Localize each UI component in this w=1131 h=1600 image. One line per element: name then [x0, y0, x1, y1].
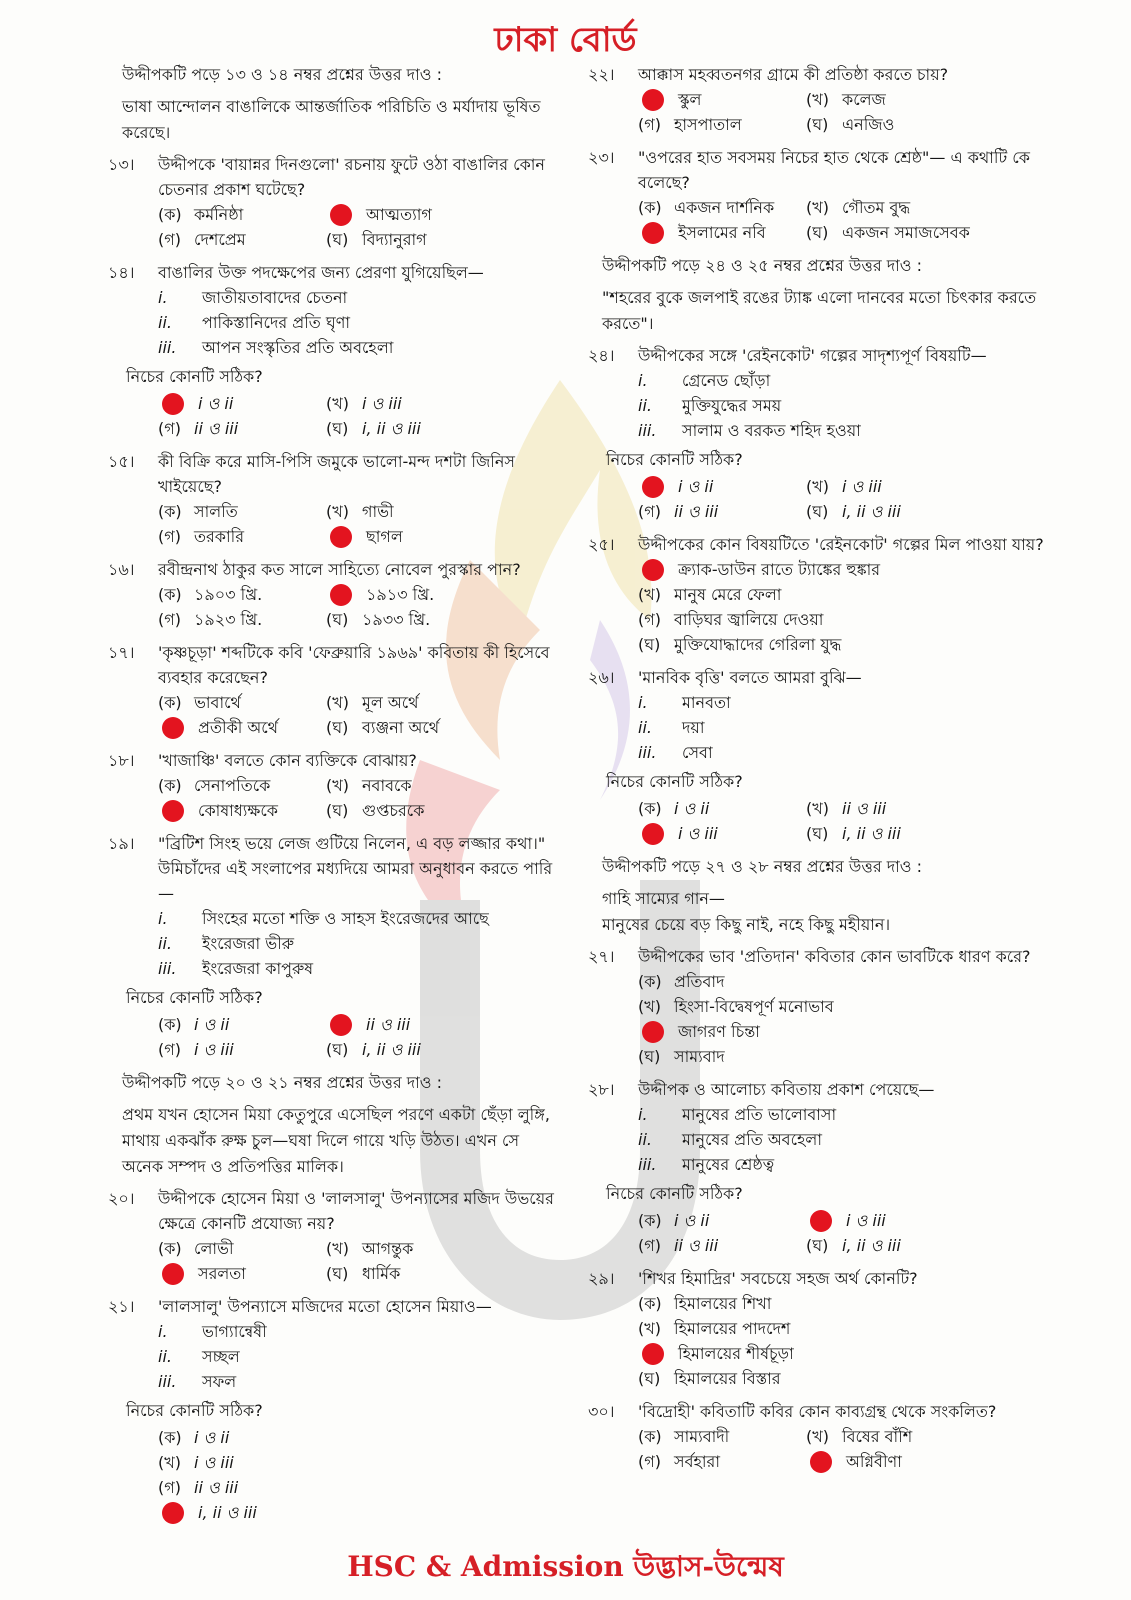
options-13: [158, 202, 558, 252]
answer-mark-icon: [642, 222, 664, 244]
option-correct[interactable]: জাগরণ চিন্তা: [638, 1019, 1048, 1044]
statement-list: i. মানবতা ii. দয়া iii. সেবা: [638, 693, 731, 762]
option[interactable]: (ক) i ও ii: [158, 1015, 230, 1034]
option[interactable]: (ক) ১৯০৩ খ্রি.: [158, 585, 263, 604]
stimulus-heading: উদ্দীপকটি পড়ে ২০ ও ২১ নম্বর প্রশ্নের উত্তর দাও :: [122, 1073, 443, 1092]
option-correct[interactable]: আত্মত্যাগ: [326, 202, 558, 227]
options-28: [638, 1208, 1048, 1258]
board-title: ঢাকা বোর্ড: [494, 20, 637, 60]
which-correct-prompt: নিচের কোনটি সঠিক?: [606, 450, 743, 469]
option-correct[interactable]: প্রতীকী অর্থে: [158, 715, 326, 740]
option[interactable]: (খ) কলেজ: [806, 90, 886, 109]
question-13: ১৩। উদ্দীপকে 'বায়ান্নর দিনগুলো' রচনায় ফুটে ওঠা বাঙালির কোন চেতনার প্রকাশ ঘটেছে?: [108, 155, 545, 199]
option[interactable]: (ঘ) মুক্তিযোদ্ধাদের গেরিলা যুদ্ধ: [638, 635, 842, 654]
option[interactable]: (ঘ) i, ii ও iii: [326, 419, 421, 438]
options-27: [638, 969, 1048, 1069]
question-15: ১৫। কী বিক্রি করে মাসি-পিসি জমুকে ভালো-মন্দ দশটা জিনিস খাইয়েছে?: [108, 452, 515, 496]
options-20: [158, 1236, 558, 1286]
which-correct-prompt: নিচের কোনটি সঠিক?: [126, 367, 263, 386]
stimulus-heading: উদ্দীপকটি পড়ে ২৭ ও ২৮ নম্বর প্রশ্নের উত্তর দাও :: [602, 857, 923, 876]
option[interactable]: (খ) নবাবকে: [326, 776, 412, 795]
answer-mark-icon: [810, 1210, 832, 1232]
option[interactable]: (ঘ) i, ii ও iii: [326, 1040, 421, 1059]
option[interactable]: (খ) মূল অর্থে: [326, 693, 419, 712]
option-correct[interactable]: i ও ii: [158, 391, 326, 416]
option-correct[interactable]: ইসলামের নবি: [638, 220, 806, 245]
question-30: ৩০। 'বিদ্রোহী' কবিতাটি কবির কোন কাব্যগ্রন্থ থেকে সংকলিত?: [588, 1402, 997, 1421]
option[interactable]: (ক) প্রতিবাদ: [638, 972, 725, 991]
question-18: ১৮। 'খাজাঞ্চি' বলতে কোন ব্যক্তিকে বোঝায়?: [108, 751, 417, 770]
option[interactable]: (ক) সাম্যবাদী: [638, 1427, 730, 1446]
option[interactable]: (গ) ii ও iii: [158, 1478, 239, 1497]
options-30: [638, 1424, 1048, 1474]
options-29: [638, 1291, 1048, 1391]
question-28: ২৮। উদ্দীপক ও আলোচ্য কবিতায় প্রকাশ পেয়েছে—: [588, 1080, 935, 1099]
statement-list: i. মানুষের প্রতি ভালোবাসা ii. মানুষের প্রতি অবহেলা iii. মানুষের শ্রেষ্ঠত্ব: [638, 1105, 837, 1174]
answer-mark-icon: [162, 800, 184, 822]
option-correct[interactable]: i ও iii: [806, 1208, 1048, 1233]
option[interactable]: (ক) i ও ii: [158, 1428, 230, 1447]
options-16: [158, 582, 558, 632]
stimulus-text: "শহরের বুকে জলপাই রঙের ট্যাঙ্ক এলো দানবের মতো চিৎকার করতে করতে"।: [602, 288, 1037, 333]
option[interactable]: (ক) সেনাপতিকে: [158, 776, 271, 795]
question-27: ২৭। উদ্দীপকের ভাব 'প্রতিদান' কবিতার কোন ভাবটিকে ধারণ করে?: [588, 947, 1031, 966]
question-19: ১৯। "ব্রিটিশ সিংহ ভয়ে লেজ গুটিয়ে নিলেন, এ বড় লজ্জার কথা।" উমিচাঁদের এই সংলাপের মধ্যদিয়ে আমরা অনুধাবন করতে পারি—: [108, 834, 553, 903]
question-17: ১৭। 'কৃষ্ণচূড়া' শব্দটিকে কবি 'ফেব্রুয়ারি ১৯৬৯' কবিতায় কী হিসেবে ব্যবহার করেছেন?: [108, 643, 550, 687]
question-14: ১৪। বাঙালির উক্ত পদক্ষেপের জন্য প্রেরণা যুগিয়েছিল—: [108, 263, 484, 282]
option-correct[interactable]: ১৯১৩ খ্রি.: [326, 582, 558, 607]
question-22: ২২। আক্কাস মহব্বতনগর গ্রামে কী প্রতিষ্ঠা করতে চায়?: [588, 65, 949, 84]
option[interactable]: (গ) সর্বহারা: [638, 1452, 720, 1471]
stimulus-heading: উদ্দীপকটি পড়ে ২৪ ও ২৫ নম্বর প্রশ্নের উত্তর দাও :: [602, 256, 923, 275]
option[interactable]: (গ) বাড়িঘর জ্বালিয়ে দেওয়া: [638, 610, 824, 629]
which-correct-prompt: নিচের কোনটি সঠিক?: [126, 988, 263, 1007]
option[interactable]: (গ) দেশপ্রেম: [158, 230, 246, 249]
which-correct-prompt: নিচের কোনটি সঠিক?: [606, 772, 743, 791]
option[interactable]: (খ) i ও iii: [806, 477, 882, 496]
question-16: ১৬। রবীন্দ্রনাথ ঠাকুর কত সালে সাহিত্যে নোবেল পুরস্কার পান?: [108, 560, 521, 579]
option[interactable]: (ঘ) একজন সমাজসেবক: [806, 223, 970, 242]
answer-mark-icon: [162, 717, 184, 739]
option[interactable]: (গ) ii ও iii: [158, 419, 239, 438]
answer-mark-icon: [330, 526, 352, 548]
option-correct[interactable]: i ও ii: [638, 474, 806, 499]
options-19: [158, 1012, 558, 1062]
answer-mark-icon: [162, 1263, 184, 1285]
options-15: [158, 499, 558, 549]
question-29: ২৯। 'শিখর হিমাদ্রির' সবচেয়ে সহজ অর্থ কোনটি?: [588, 1269, 918, 1288]
option-correct[interactable]: ছাগল: [326, 524, 558, 549]
stimulus-text: গাহি সাম্যের গান— মানুষের চেয়ে বড় কিছু নাই, নহে কিছু মহীয়ান।: [602, 889, 891, 934]
option[interactable]: (ক) i ও ii: [638, 799, 710, 818]
options-25: [638, 557, 1048, 657]
question-25: ২৫। উদ্দীপকের কোন বিষয়টিতে 'রেইনকোট' গল্পের মিল পাওয়া যায়?: [588, 535, 1044, 554]
answer-mark-icon: [642, 1343, 664, 1365]
option[interactable]: (খ) ii ও iii: [806, 799, 887, 818]
question-23: ২৩। "ওপরের হাত সবসময় নিচের হাত থেকে শ্রেষ্ঠ"— এ কথাটি কে বলেছে?: [588, 148, 1030, 192]
option[interactable]: (ক) কর্মনিষ্ঠা: [158, 205, 244, 224]
options-23: [638, 195, 1048, 245]
statement-list: i. সিংহের মতো শক্তি ও সাহস ইংরেজদের আছে ii. ইংরেজরা ভীরু iii. ইংরেজরা কাপুরুষ: [158, 909, 489, 978]
options-14: [158, 391, 558, 441]
answer-mark-icon: [330, 204, 352, 226]
option-correct[interactable]: অগ্নিবীণা: [806, 1449, 1048, 1474]
stimulus-text: প্রথম যখন হোসেন মিয়া কেতুপুরে এসেছিল পরণে একটা ছেঁড়া লুঙ্গি, মাথায় একঝাঁক রুক্ষ চুল—ঘষা দিলে গায়ে খড়ি উঠত। এখন সে অনেক সম্পদ ও প্রতিপত্তির মালিক।: [122, 1105, 550, 1176]
option[interactable]: (ক) i ও ii: [638, 1211, 710, 1230]
answer-mark-icon: [162, 1502, 184, 1524]
option[interactable]: (ক) হিমালয়ের শিখা: [638, 1294, 772, 1313]
answer-mark-icon: [642, 1021, 664, 1043]
option[interactable]: (ঘ) ১৯৩৩ খ্রি.: [326, 610, 431, 629]
option[interactable]: (গ) ii ও iii: [638, 502, 719, 521]
stimulus-text: ভাষা আন্দোলন বাঙালিকে আন্তর্জাতিক পরিচিতি ও মর্যাদায় ভূষিত করেছে।: [122, 97, 541, 142]
question-20: ২০। উদ্দীপকে হোসেন মিয়া ও 'লালসালু' উপন্যাসের মজিদ উভয়ের ক্ষেত্রে কোনটি প্রযোজ্য নয়?: [108, 1189, 554, 1233]
option-correct[interactable]: কোষাধ্যক্ষকে: [158, 798, 326, 823]
option[interactable]: (ক) ভাবার্থে: [158, 693, 241, 712]
option[interactable]: (ক) একজন দার্শনিক: [638, 198, 775, 217]
statement-list: i. জাতীয়তাবাদের চেতনা ii. পাকিস্তানিদের প্রতি ঘৃণা iii. আপন সংস্কৃতির প্রতি অবহেলা: [158, 288, 394, 357]
option-correct[interactable]: হিমালয়ের শীর্ষচূড়া: [638, 1341, 1048, 1366]
statement-list: i. গ্রেনেড ছোঁড়া ii. মুক্তিযুদ্ধের সময় iii. সালাম ও বরকত শহিদ হওয়া: [638, 371, 861, 440]
option[interactable]: (খ) মানুষ মেরে ফেলা: [638, 585, 782, 604]
answer-mark-icon: [330, 584, 352, 606]
option-correct[interactable]: ii ও iii: [326, 1012, 558, 1037]
option[interactable]: (ঘ) এনজিও: [806, 115, 895, 134]
stimulus-heading: উদ্দীপকটি পড়ে ১৩ ও ১৪ নম্বর প্রশ্নের উত্তর দাও :: [122, 65, 442, 84]
right-column: [588, 62, 1048, 1474]
left-column: [108, 62, 558, 1525]
option[interactable]: (ঘ) ব্যঞ্জনা অর্থে: [326, 718, 440, 737]
options-26: [638, 796, 1048, 846]
option[interactable]: (খ) হিমালয়ের পাদদেশ: [638, 1319, 791, 1338]
option[interactable]: (খ) আগন্তুক: [326, 1239, 414, 1258]
option[interactable]: (খ) i ও iii: [158, 1453, 234, 1472]
option[interactable]: (ঘ) গুপ্তচরকে: [326, 801, 425, 820]
option-correct[interactable]: ক্র্যাক-ডাউন রাতে ট্যাঙ্কের হুঙ্কার: [638, 557, 1048, 582]
answer-mark-icon: [642, 823, 664, 845]
option[interactable]: (খ) হিংসা-বিদ্বেষপূর্ণ মনোভাব: [638, 997, 834, 1016]
option[interactable]: (খ) গাভী: [326, 502, 394, 521]
option[interactable]: (ঘ) হিমালয়ের বিস্তার: [638, 1369, 781, 1388]
statement-list: i. ভাগ্যান্বেষী ii. সচ্ছল iii. সফল: [158, 1322, 267, 1391]
answer-mark-icon: [642, 559, 664, 581]
option[interactable]: (গ) ii ও iii: [638, 1236, 719, 1255]
option-correct[interactable]: i, ii ও iii: [158, 1500, 558, 1525]
option-correct[interactable]: স্কুল: [638, 87, 806, 112]
option[interactable]: (গ) ১৯২৩ খ্রি.: [158, 610, 263, 629]
option[interactable]: (ক) লোভী: [158, 1239, 234, 1258]
option[interactable]: (গ) তরকারি: [158, 527, 245, 546]
which-correct-prompt: নিচের কোনটি সঠিক?: [126, 1401, 263, 1420]
options-24: [638, 474, 1048, 524]
answer-mark-icon: [642, 89, 664, 111]
answer-mark-icon: [162, 393, 184, 415]
option[interactable]: (খ) গৌতম বুদ্ধ: [806, 198, 911, 217]
options-22: [638, 87, 1048, 137]
option[interactable]: (ঘ) i, ii ও iii: [806, 502, 901, 521]
option[interactable]: (ঘ) ধার্মিক: [326, 1264, 401, 1283]
option-correct[interactable]: i ও iii: [638, 821, 806, 846]
footer-brand: HSC & Admission উদ্ভাস-উন্মেষ: [347, 1550, 784, 1583]
option[interactable]: (ঘ) i, ii ও iii: [806, 824, 901, 843]
option[interactable]: (ঘ) i, ii ও iii: [806, 1236, 901, 1255]
answer-mark-icon: [330, 1014, 352, 1036]
answer-mark-icon: [810, 1451, 832, 1473]
option[interactable]: (ঘ) বিদ্যানুরাগ: [326, 230, 427, 249]
answer-mark-icon: [642, 476, 664, 498]
option[interactable]: (গ) হাসপাতাল: [638, 115, 742, 134]
option[interactable]: (খ) বিষের বাঁশি: [806, 1427, 913, 1446]
which-correct-prompt: নিচের কোনটি সঠিক?: [606, 1184, 743, 1203]
options-21: [158, 1425, 558, 1525]
option[interactable]: (ঘ) সাম্যবাদ: [638, 1047, 725, 1066]
options-18: [158, 773, 558, 823]
option[interactable]: (গ) i ও iii: [158, 1040, 234, 1059]
question-26: ২৬। 'মানবিক বৃত্তি' বলতে আমরা বুঝি—: [588, 668, 862, 687]
option-correct[interactable]: সরলতা: [158, 1261, 326, 1286]
question-21: ২১। 'লালসালু' উপন্যাসে মজিদের মতো হোসেন মিয়াও—: [108, 1297, 492, 1316]
option[interactable]: (ক) সালতি: [158, 502, 238, 521]
option[interactable]: (খ) i ও iii: [326, 394, 402, 413]
question-24: ২৪। উদ্দীপকের সঙ্গে 'রেইনকোট' গল্পের সাদৃশ্যপূর্ণ বিষয়টি—: [588, 346, 987, 365]
options-17: [158, 690, 558, 740]
